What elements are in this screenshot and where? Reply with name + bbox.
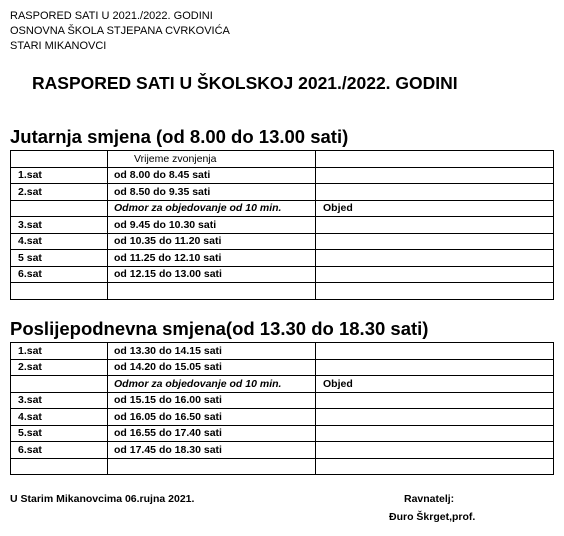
table-row xyxy=(11,184,554,201)
table-row xyxy=(11,343,554,360)
time-cell: od 17.45 do 18.30 sati xyxy=(108,442,316,459)
afternoon-schedule-table xyxy=(10,342,554,475)
time-cell: od 16.55 do 17.40 sati xyxy=(108,425,316,442)
note-cell xyxy=(316,167,554,184)
table-row-break xyxy=(11,200,554,217)
period-cell xyxy=(11,200,108,217)
period-cell xyxy=(11,376,108,393)
period-cell: 4.sat xyxy=(11,409,108,426)
period-cell xyxy=(11,458,108,475)
time-cell: od 9.45 do 10.30 sati xyxy=(108,217,316,234)
period-cell: 6.sat xyxy=(11,266,108,283)
signatory-role: Ravnatelj: xyxy=(404,493,455,505)
table-row xyxy=(11,250,554,267)
note-cell xyxy=(316,233,554,250)
time-cell: od 8.00 do 8.45 sati xyxy=(108,167,316,184)
signatory-name: Đuro Škrget,prof. xyxy=(389,511,476,523)
time-cell xyxy=(108,283,316,300)
break-cell: Odmor za objedovanje od 10 min. xyxy=(108,376,316,393)
note-cell xyxy=(316,250,554,267)
note-cell xyxy=(316,184,554,201)
note-cell xyxy=(316,425,554,442)
table-row xyxy=(11,425,554,442)
table-header-row xyxy=(11,151,554,168)
note-cell xyxy=(316,458,554,475)
period-cell: 6.sat xyxy=(11,442,108,459)
time-cell: od 16.05 do 16.50 sati xyxy=(108,409,316,426)
header-line-2: OSNOVNA ŠKOLA STJEPANA CVRKOVIĆA xyxy=(10,25,230,37)
table-cell xyxy=(11,151,108,168)
meal-cell: Objed xyxy=(316,200,554,217)
table-cell xyxy=(316,151,554,168)
time-cell: od 13.30 do 14.15 sati xyxy=(108,343,316,360)
table-row xyxy=(11,409,554,426)
period-cell: 5 sat xyxy=(11,250,108,267)
time-cell: od 12.15 do 13.00 sati xyxy=(108,266,316,283)
time-cell: od 10.35 do 11.20 sati xyxy=(108,233,316,250)
note-cell xyxy=(316,283,554,300)
header-line-1: RASPORED SATI U 2021./2022. GODINI xyxy=(10,10,213,22)
period-cell xyxy=(11,283,108,300)
afternoon-shift-title: Poslijepodnevna smjena(od 13.30 do 18.30 sati) xyxy=(10,318,429,339)
table-row-empty xyxy=(11,283,554,300)
table-row xyxy=(11,233,554,250)
morning-shift-title: Jutarnja smjena (od 8.00 do 13.00 sati) xyxy=(10,126,349,147)
period-cell: 1.sat xyxy=(11,167,108,184)
page-title: RASPORED SATI U ŠKOLSKOJ 2021./2022. GODINI xyxy=(32,73,458,93)
note-cell xyxy=(316,343,554,360)
note-cell xyxy=(316,359,554,376)
table-row-break xyxy=(11,376,554,393)
table-row xyxy=(11,266,554,283)
period-cell: 1.sat xyxy=(11,343,108,360)
time-cell: od 15.15 do 16.00 sati xyxy=(108,392,316,409)
note-cell xyxy=(316,442,554,459)
meal-cell: Objed xyxy=(316,376,554,393)
period-cell: 2.sat xyxy=(11,184,108,201)
table-row xyxy=(11,217,554,234)
header-line-3: STARI MIKANOVCI xyxy=(10,40,107,52)
note-cell xyxy=(316,409,554,426)
period-cell: 3.sat xyxy=(11,392,108,409)
table-row-empty xyxy=(11,458,554,475)
period-cell: 3.sat xyxy=(11,217,108,234)
note-cell xyxy=(316,266,554,283)
time-cell: od 11.25 do 12.10 sati xyxy=(108,250,316,267)
time-cell xyxy=(108,458,316,475)
table-row xyxy=(11,167,554,184)
break-cell: Odmor za objedovanje od 10 min. xyxy=(108,200,316,217)
table-row xyxy=(11,359,554,376)
table-row xyxy=(11,442,554,459)
morning-schedule-table xyxy=(10,150,554,300)
period-cell: 2.sat xyxy=(11,359,108,376)
time-cell: od 8.50 do 9.35 sati xyxy=(108,184,316,201)
note-cell xyxy=(316,392,554,409)
period-cell: 5.sat xyxy=(11,425,108,442)
place-and-date: U Starim Mikanovcima 06.rujna 2021. xyxy=(10,493,195,505)
table-row xyxy=(11,392,554,409)
time-cell: od 14.20 do 15.05 sati xyxy=(108,359,316,376)
note-cell xyxy=(316,217,554,234)
period-cell: 4.sat xyxy=(11,233,108,250)
column-header-ring-time: Vrijeme zvonjenja xyxy=(108,151,316,168)
